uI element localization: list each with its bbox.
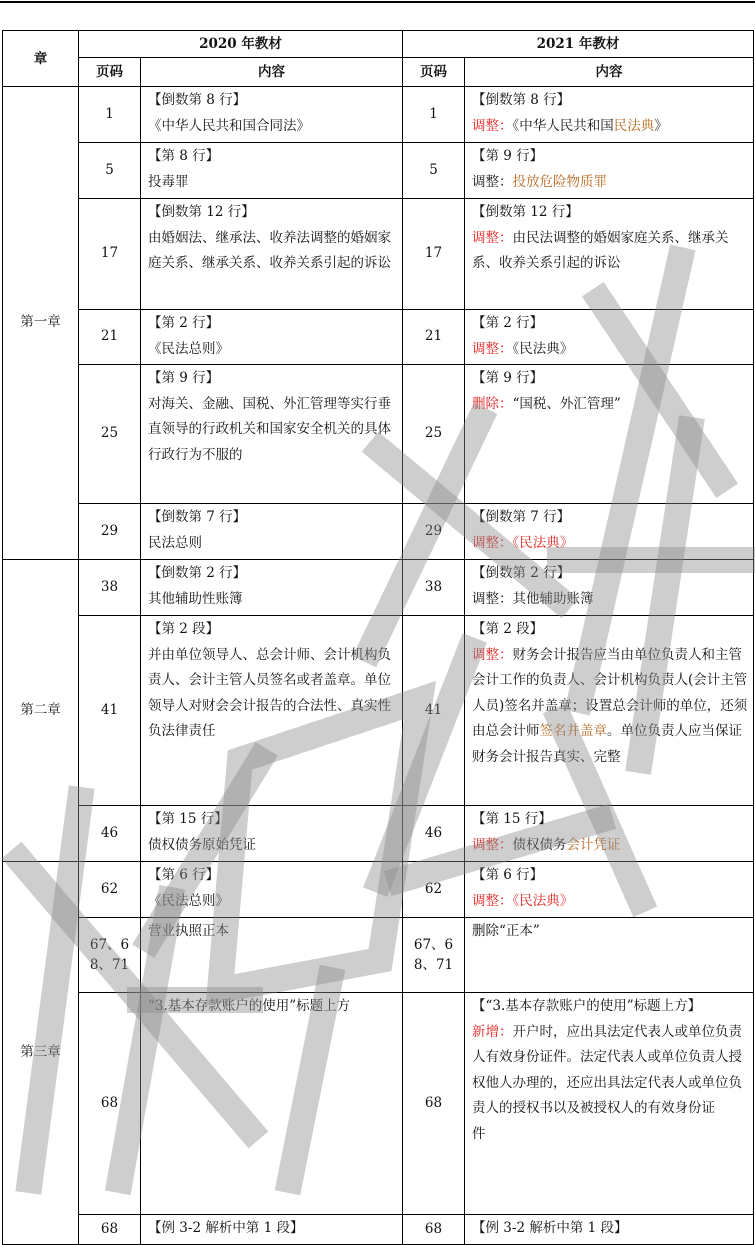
new-location: 【第 9 行】 [472, 148, 544, 164]
table-row [3, 616, 754, 806]
new-page-cell: 29 [403, 504, 465, 560]
old-page-cell: 5 [79, 143, 141, 199]
content-header-2021: 内容 [465, 58, 754, 87]
changed-text: 《民法典》 [512, 892, 574, 909]
new-content-cell [465, 310, 754, 365]
old-page-cell: 68 [79, 993, 141, 1215]
table-row [3, 806, 754, 862]
changed-text: 会计凭证 [566, 836, 621, 853]
new-text-body: “国税、外汇管理” [512, 395, 621, 412]
chapter-cell: 第三章 [3, 862, 79, 1245]
new-text-pre: 财务会计报告应当由单位负责人和主管会计工作的负责人、会计机构负责人(会计主管人员)签名并盖章；设置总会计师的单位，还须由总会计师 [472, 646, 748, 739]
old-page-cell: 1 [79, 87, 141, 143]
new-text [472, 531, 749, 557]
table-row [3, 365, 754, 504]
new-text [472, 643, 749, 771]
table-row [3, 993, 754, 1215]
chapter-cell: 第一章 [3, 87, 79, 560]
new-text [472, 226, 749, 277]
new-text-body: 《民法典》 [512, 340, 574, 357]
old-page-cell: 21 [79, 310, 141, 365]
old-page-cell: 38 [79, 560, 141, 616]
old-location: 【第 6 行】 [148, 867, 220, 883]
changed-text: 《民法典》 [512, 534, 574, 551]
table-row [3, 143, 754, 199]
new-location: 【第 2 行】 [472, 315, 544, 331]
new-text-tail: 件 [472, 1125, 486, 1142]
table-row [3, 918, 754, 993]
new-content-cell [465, 504, 754, 560]
old-content-cell [141, 1215, 403, 1245]
new-location: 【例 3-2 解析中第 1 段】 [472, 1220, 628, 1236]
old-location: 【倒数第 8 行】 [148, 92, 247, 108]
table-row [3, 1215, 754, 1245]
new-content-cell [465, 87, 754, 143]
old-location: 【倒数第 2 行】 [148, 565, 247, 581]
new-text: 调整：其他辅助账簿 [472, 590, 594, 607]
table-row [3, 199, 754, 310]
new-location: 【第 6 行】 [472, 867, 544, 883]
new-page-cell: 21 [403, 310, 465, 365]
new-page-cell: 68 [403, 1215, 465, 1245]
table-row [3, 504, 754, 560]
new-text [472, 889, 749, 915]
new-page-cell: 67、68、71 [403, 918, 465, 993]
new-content-cell [465, 365, 754, 504]
new-location: 【倒数第 7 行】 [472, 509, 571, 525]
new-page-cell: 62 [403, 862, 465, 918]
old-location: 【第 8 行】 [148, 148, 220, 164]
new-location: 【第 9 行】 [472, 370, 544, 386]
new-content-cell [465, 862, 754, 918]
changed-text: 民法典 [613, 117, 655, 134]
new-location: 【“3.基本存款账户的使用”标题上方】 [472, 998, 702, 1014]
old-location: 【第 15 行】 [148, 811, 228, 827]
new-content-cell [465, 616, 754, 806]
new-text-pre: 《中华人民共和国 [512, 117, 614, 134]
textbook-changes-table [2, 30, 754, 1245]
new-text-body: 由民法调整的婚姻家庭关系、继承关系、收养关系引起的诉讼 [472, 229, 729, 271]
change-tag: 调整： [472, 340, 513, 357]
page-header-2021: 页码 [403, 58, 465, 87]
old-text: 《民法总则》 [148, 892, 229, 909]
old-text: 由婚姻法、继承法、收养法调整的婚姻家庭关系、继承关系、收养关系引起的诉讼 [148, 229, 391, 271]
new-content-cell [465, 143, 754, 199]
old-content-cell [141, 143, 403, 199]
top-rule [0, 1, 755, 3]
new-page-cell: 17 [403, 199, 465, 310]
old-text: 投毒罪 [148, 173, 189, 190]
new-page-cell: 25 [403, 365, 465, 504]
new-location: 【倒数第 8 行】 [472, 92, 571, 108]
new-text [472, 114, 749, 140]
old-page-cell: 25 [79, 365, 141, 504]
change-tag: 新增： [472, 1023, 513, 1040]
old-text: 其他辅助性账簿 [148, 590, 243, 607]
change-tag: 调整： [472, 229, 513, 246]
old-text: 民法总则 [148, 534, 202, 551]
new-page-cell: 41 [403, 616, 465, 806]
new-page-cell: 38 [403, 560, 465, 616]
new-location: 【倒数第 2 行】 [472, 565, 571, 581]
new-text [472, 337, 749, 363]
new-text: 删除“正本” [472, 923, 540, 939]
table-row [3, 310, 754, 365]
chapter-cell: 第二章 [3, 560, 79, 862]
changed-text: 投放危险物质罪 [512, 173, 607, 190]
old-text: 债权债务原始凭证 [148, 836, 256, 853]
old-page-cell: 68 [79, 1215, 141, 1245]
content-header-2020: 内容 [141, 58, 403, 87]
old-content-cell [141, 365, 403, 504]
old-content-cell [141, 87, 403, 143]
new-page-cell: 68 [403, 993, 465, 1215]
old-page-cell: 41 [79, 616, 141, 806]
old-content-cell [141, 504, 403, 560]
old-location: 【第 9 行】 [148, 370, 220, 386]
new-page-cell: 5 [403, 143, 465, 199]
old-text: 营业执照正本 [148, 923, 229, 939]
change-tag: 调整： [472, 117, 513, 134]
new-text-pre: 债权债务 [512, 836, 567, 853]
table-row [3, 862, 754, 918]
old-location: 【倒数第 12 行】 [148, 204, 255, 220]
new-text-post: 》 [654, 117, 668, 134]
edition-2020-header: 2020 年教材 [79, 31, 403, 58]
changed-text: 签名并盖章 [539, 723, 607, 739]
old-content-cell [141, 862, 403, 918]
old-text: 并由单位领导人、总会计师、会计机构负责人、会计主管人员签名或者盖章。单位领导人对财会会计报告的合法性、真实性负法律责任 [148, 646, 391, 739]
old-content-cell [141, 993, 403, 1215]
new-content-cell [465, 806, 754, 862]
new-text [472, 170, 749, 196]
new-content-cell [465, 993, 754, 1215]
old-location: 【例 3-2 解析中第 1 段】 [148, 1220, 304, 1236]
old-location: 【倒数第 7 行】 [148, 509, 247, 525]
old-content-cell [141, 560, 403, 616]
new-page-cell: 1 [403, 87, 465, 143]
table-row [3, 87, 754, 143]
new-content-cell [465, 918, 754, 993]
old-content-cell [141, 310, 403, 365]
old-location: 【第 2 段】 [148, 621, 220, 637]
change-tag: 调整： [472, 892, 513, 909]
old-content-cell [141, 616, 403, 806]
change-tag: 调整： [472, 836, 513, 853]
new-text [472, 1020, 749, 1122]
new-location: 【第 15 行】 [472, 811, 552, 827]
old-text: “3.基本存款账户的使用”标题上方 [148, 998, 351, 1014]
old-page-cell: 46 [79, 806, 141, 862]
edition-2021-header: 2021 年教材 [403, 31, 754, 58]
old-content-cell [141, 199, 403, 310]
old-text: 《中华人民共和国合同法》 [148, 117, 310, 134]
new-text-pre: 调整： [472, 173, 513, 190]
old-page-cell: 17 [79, 199, 141, 310]
change-tag: 删除： [472, 395, 513, 412]
old-page-cell: 62 [79, 862, 141, 918]
page-header-2020: 页码 [79, 58, 141, 87]
new-text-post: 。单位负责人应当保证财务会计报告真实、完整 [472, 723, 742, 765]
new-text [472, 392, 749, 418]
new-text-body: 开户时，应出具法定代表人或单位负责人有效身份证件。法定代表人或单位负责人授权他人办理的，还应出具法定代表人或单位负责人的授权书以及被授权人的有效身份证 [472, 1023, 742, 1116]
old-text: 《民法总则》 [148, 340, 229, 357]
old-location: 【第 2 行】 [148, 315, 220, 331]
new-text [472, 833, 749, 859]
new-location: 【第 2 段】 [472, 621, 544, 637]
old-content-cell [141, 918, 403, 993]
new-content-cell [465, 1215, 754, 1245]
change-tag: 调整： [472, 534, 513, 551]
new-content-cell [465, 199, 754, 310]
new-page-cell: 46 [403, 806, 465, 862]
old-content-cell [141, 806, 403, 862]
old-text: 对海关、金融、国税、外汇管理等实行垂直领导的行政机关和国家安全机关的具体行政行为不服的 [148, 395, 391, 463]
new-content-cell [465, 560, 754, 616]
new-location: 【倒数第 12 行】 [472, 204, 579, 220]
change-tag: 调整： [472, 646, 513, 663]
old-page-cell: 29 [79, 504, 141, 560]
old-page-cell: 67、68、71 [79, 918, 141, 993]
table-row [3, 560, 754, 616]
chapter-header: 章 [3, 31, 79, 87]
